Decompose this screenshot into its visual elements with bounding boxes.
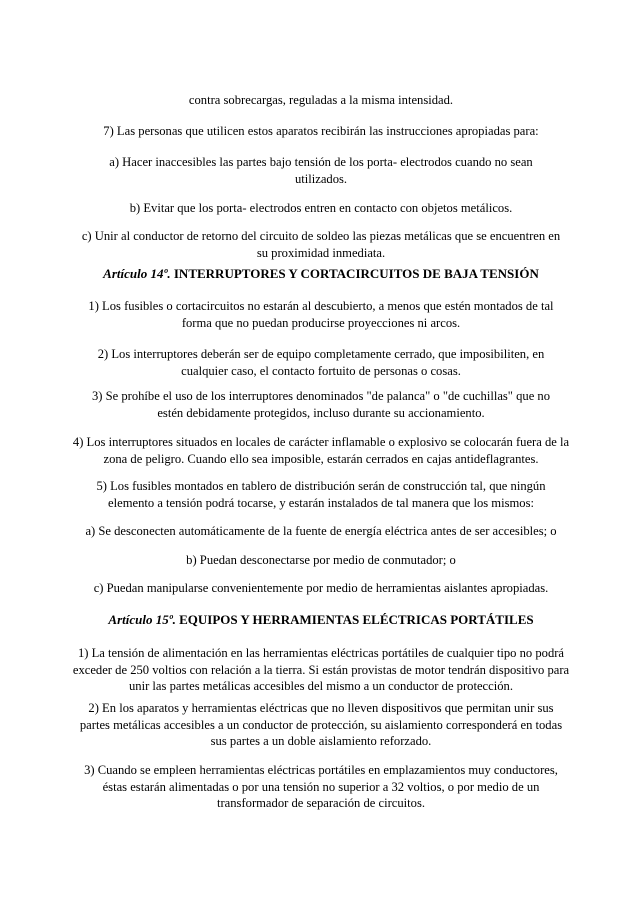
paragraph-item-a: a) Hacer inaccesibles las partes bajo tensión de los porta- electrodos cuando no sean utilizados. bbox=[109, 155, 533, 186]
article-14-paragraph-5c: c) Puedan manipularse convenientemente por medio de herramientas aislantes apropiadas. bbox=[93, 581, 549, 595]
article-14-paragraph-5: 5) Los fusibles montados en tablero de distribución serán de construcción tal, que ningún elemento a tensión podrá tocarse, y estarán instalados de tal manera que los mismos: bbox=[96, 479, 546, 510]
article-15-paragraph-1: 1) La tensión de alimentación en las herramientas eléctricas portátiles de cualquier tipo no podrá exceder de 250 voltios con relación a la tierra. Si están provistas de motor tendrán dispositivo para unir las partes metálicas accesibles del mismo a un conductor de protección. bbox=[72, 646, 570, 693]
article-14-heading bbox=[74, 266, 568, 283]
article-15-paragraph-3: 3) Cuando se empleen herramientas eléctricas portátiles en emplazamientos muy conductores, éstas estarán alimentadas o por una tensión no superior a 32 voltios, o por medio de un transformador de separación de circuitos. bbox=[84, 763, 558, 810]
article-14-number: Artículo 14º. bbox=[103, 266, 171, 281]
paragraph-item-c: c) Unir al conductor de retorno del circuito de soldeo las piezas metálicas que se encuentren en su proximidad inmediata. bbox=[81, 229, 561, 260]
article-15-heading bbox=[74, 612, 568, 629]
article-14-paragraph-1: 1) Los fusibles o cortacircuitos no estarán al descubierto, a menos que estén montados de tal forma que no puedan producirse proyecciones ni arcos. bbox=[88, 299, 554, 330]
paragraph-continuation: contra sobrecargas, reguladas a la misma intensidad. bbox=[188, 93, 454, 107]
paragraph-item-7: 7) Las personas que utilicen estos aparatos recibirán las instrucciones apropiadas para: bbox=[103, 124, 539, 138]
article-14-paragraph-5a: a) Se desconecten automáticamente de la fuente de energía eléctrica antes de ser accesibles; o bbox=[85, 524, 557, 538]
article-14-paragraph-2: 2) Los interruptores deberán ser de equipo completamente cerrado, que imposibiliten, en cualquier caso, el contacto fortuito de personas o cosas. bbox=[97, 347, 545, 378]
article-15-title: EQUIPOS Y HERRAMIENTAS ELÉCTRICAS PORTÁTILES bbox=[179, 612, 534, 627]
article-15-number: Artículo 15º. bbox=[108, 612, 176, 627]
paragraph-item-b: b) Evitar que los porta- electrodos entren en contacto con objetos metálicos. bbox=[129, 201, 513, 215]
article-14-paragraph-5b: b) Puedan desconectarse por medio de conmutador; o bbox=[186, 553, 456, 567]
article-14-paragraph-3: 3) Se prohíbe el uso de los interruptores denominados "de palanca" o "de cuchillas" que no estén debidamente protegidos, incluso durante su accionamiento. bbox=[91, 389, 551, 420]
article-15-paragraph-2: 2) En los aparatos y herramientas eléctricas que no lleven dispositivos que permitan unir sus partes metálicas accesibles a un conductor de protección, su aislamiento corresponderá en todas sus partes a un doble aislamiento reforzado. bbox=[79, 701, 563, 748]
article-14-paragraph-4: 4) Los interruptores situados en locales de carácter inflamable o explosivo se colocarán fuera de la zona de peligro. Cuando ello sea imposible, estarán cerrados en cajas antideflagrantes. bbox=[72, 435, 570, 466]
article-14-title: INTERRUPTORES Y CORTACIRCUITOS DE BAJA TENSIÓN bbox=[173, 266, 539, 281]
